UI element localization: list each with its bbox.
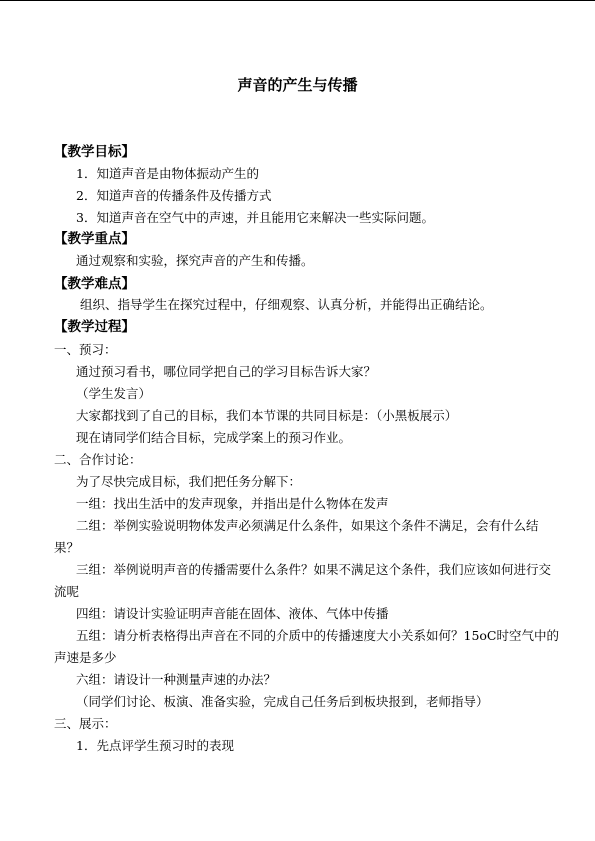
discussion-line-8: 五组：请分析表格得出声音在不同的介质中的传播速度大小关系如何？15oC时空气中的 <box>76 628 559 643</box>
discussion-line-3: 二组：举例实验说明物体发声必须满足什么条件，如果这个条件不满足，会有什么结 <box>76 518 539 533</box>
show-line-1: 1．先点评学生预习时的表现 <box>76 738 234 753</box>
goals-heading: 【教学目标】 <box>54 144 135 160</box>
difficulties-text: 组织、指导学生在探究过程中，仔细观察、认真分析，并能得出正确结论。 <box>80 297 493 312</box>
discussion-line-7: 四组：请设计实验证明声音能在固体、液体、气体中传播 <box>76 606 389 621</box>
page-title: 声音的产生与传播 <box>237 76 358 94</box>
preview-line-3: 大家都找到了自己的目标，我们本节课的共同目标是：（小黑板展示） <box>76 408 458 423</box>
discussion-line-10: 六组：请设计一种测量声速的办法？ <box>76 672 277 687</box>
difficulties-heading: 【教学难点】 <box>54 276 135 292</box>
preview-line-2: （学生发言） <box>76 386 152 401</box>
discussion-line-9: 声速是多少 <box>54 650 117 665</box>
goal-item-3: 3．知道声音在空气中的声速，并且能用它来解决一些实际问题。 <box>76 210 434 225</box>
discussion-line-4: 果？ <box>54 540 80 555</box>
preview-heading: 一、预习： <box>54 342 117 357</box>
discussion-line-11: （同学们讨论、板演、准备实验，完成自己任务后到板块报到，老师指导） <box>76 694 489 709</box>
discussion-line-5: 三组：举例说明声音的传播需要什么条件？如果不满足这个条件，我们应该如何进行交 <box>76 562 552 577</box>
key-points-heading: 【教学重点】 <box>54 231 135 247</box>
goal-item-1: 1．知道声音是由物体振动产生的 <box>76 166 259 181</box>
key-points-text: 通过观察和实验，探究声音的产生和传播。 <box>76 253 314 268</box>
top-border-line <box>0 0 595 1</box>
discussion-line-1: 为了尽快完成目标，我们把任务分解下： <box>76 474 302 489</box>
discussion-line-2: 一组：找出生活中的发声现象，并指出是什么物体在发声 <box>76 496 389 511</box>
discussion-line-6: 流呢 <box>54 584 80 599</box>
process-heading: 【教学过程】 <box>54 319 135 335</box>
preview-line-4: 现在请同学们结合目标，完成学案上的预习作业。 <box>76 430 352 445</box>
show-heading: 三、展示： <box>54 716 117 731</box>
goal-item-2: 2．知道声音的传播条件及传播方式 <box>76 188 272 203</box>
discussion-heading: 二、合作讨论： <box>54 452 142 467</box>
preview-line-1: 通过预习看书，哪位同学把自己的学习目标告诉大家？ <box>76 364 377 379</box>
